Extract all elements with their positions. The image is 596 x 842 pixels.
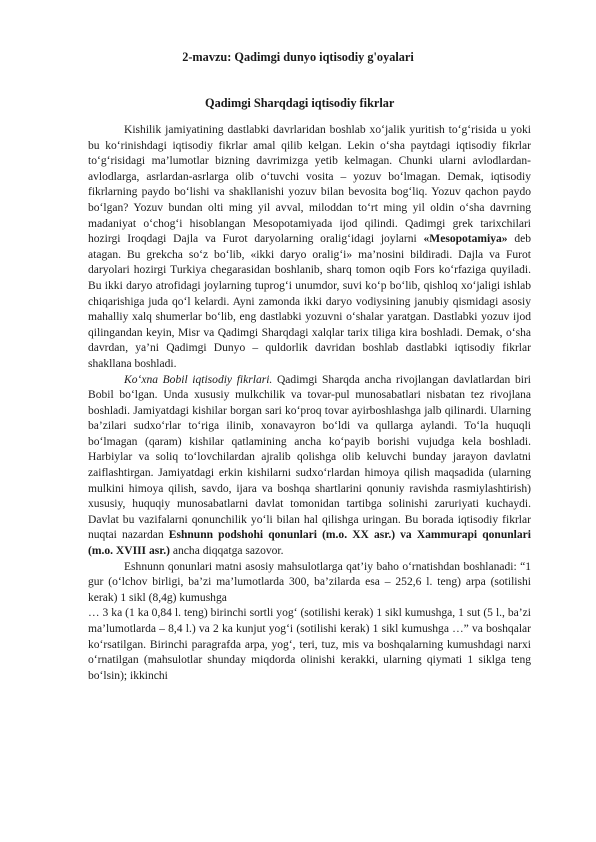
laws-term: Eshnunn podshohi qonunlari (m.o. XX asr.) va Xammurapi qonunlari (m.o. XVIII asr.) [88, 529, 531, 558]
paragraph-1-continuation: deb atagan. Bu grekcha so‘z bo‘lib, «ikki daryo oralig‘i» ma’nosini bildiradi. Dajla va Furot daryolari hozirgi Turkiya chegarasidan boshlanib, sharq tomon oqib Fors ko‘rfaziga quyiladi. Bu ikki daryo atrofidagi joylarning tuprog‘i unumdor, suvi ko‘p bo‘lib, qishloq xo‘jaligi ishlab chiqarishiga juda qo‘l kelardi. Ayni zamonda ikki daryo vodiysining janubiy qismidagi asosiy mahalliy xalq shumerlar bo‘lib, eng dastlabki yozuvni o‘shalar yaratgan. Dastlabki yozuv ijod qilingandan keyin, Misr va Qadimgi Sharqdagi xalqlar tarix tiliga kira boshladi. Demak, o‘sha davrdan, ya’ni Qadimgi Dunyo – quldorlik davridan boshlab dastlabki iqtisodiy fikrlar shakllana boshladi. [88, 233, 532, 370]
paragraph-3: Eshnunn qonunlari matni asosiy mahsulotlarga qat’iy baho o‘rnatishdan boshlanadi: “1 gur (o‘lchov birligi, ba’zi ma’lumotlarda 300, ba’zilarda esa – 252,6 l. teng) arpa (sotilishi kerak) 1 sikl (8,4g) kumushga [88, 560, 531, 604]
paragraph-2-text: Qadimgi Sharqda ancha rivojlangan davlatlardan biri Bobil bo‘lgan. Unda xususiy mulkchilik va tovar-pul munosabatlari nisbatan tez rivojlana boshladi. Jamiyatdagi kishilar borgan sari ko‘proq tovar ayirboshlashga jalb qilinardi. Ularning ba’zilari sudxo‘rlar to‘riga ilinib, xonavayron bo‘ldi va qullarga aylandi. To‘la huquqli bo‘lmagan (qaram) kishilar qatlamining ancha ko‘payib borishi vujudga kela boshladi. Harbiylar va soliq to‘lovchilardan ajralib qolishga olib keluvchi bunday jarayon davlatni zaiflashtirgan. Jamiyatdagi erkin kishilarni sudxo‘rlardan himoya qilish maqsadida (ularning mulkini himoya qilish, savdo, ijara va boshqa shartlarini qonuniy ravishda rasmiylashtirish) xususiy, huquqiy munosabatlarni davlat tomonidan tartibga solinishi zaruriyati kuchaydi. Davlat bu vazifalarni qonunchilik yo‘li bilan hal qilishga uringan. Bu borada iqtisodiy fikrlar nuqtai nazardan [88, 373, 531, 542]
paragraph-1-text: Kishilik jamiyatining dastlabki davrlaridan boshlab xo‘jalik yuritish to‘g‘risida u yoki bu ko‘rinishdagi iqtisodiy fikrlar amal qilib kelgan. Lekin o‘sha paytdagi iqtisodiy fikrlar to‘g‘risidagi ma’lumotlar bizning davrimizga yetib kelmagan. Chunki ularni avlodlardan-avlodlarga, asrlardan-asrlarga olib o‘tuvchi vosita – yozuv bo‘lmagan. Demak, iqtisodiy fikrlarning paydo bo‘lishi va shakllanishi yozuv bilan bevosita bog‘liq. Yozuv qachon paydo bo‘lgan? Yozuv bundan olti ming yil avval, miloddan to‘rt ming yil oldin o‘sha davrning madaniyat o‘chog‘i hisoblangan Mesopotamiyada ijod qilindi. Qadimgi grek tarixchilari hozirgi Iroqdagi Dajla va Furot daryolarning oralig‘idagi joylarni [88, 124, 531, 246]
paragraph-4: … 3 ka (1 ka 0,84 l. teng) birinchi sortli yog‘ (sotilishi kerak) 1 sikl kumushga, 1 sut (5 l., ba’zi ma’lumotlarda – 8,4 l.) va 2 ka kunjut yog‘i (sotilishi kerak) 1 sikl kumushga …” va boshqalar ko‘rsatilgan. Birinchi paragrafda arpa, yog‘, teri, tuz, mis va boshqalarning kumushdagi narxi o‘rnatilgan (mahsulotlar shunday miqdorda olinishi kerakki, ularning qiymati 1 siklga teng bo‘lsin); ikkinchi [88, 607, 531, 682]
bobil-heading: Ko‘xna Bobil iqtisodiy fikrlari. [124, 373, 273, 386]
section-title: Qadimgi Sharqdagi iqtisodiy fikrlar [205, 96, 395, 110]
paragraph-2 [88, 373, 531, 560]
paragraph-2-end: ancha diqqatga sazovor. [170, 545, 284, 558]
mesopotamiya-term: «Mesopotamiya» [423, 233, 508, 246]
page-title: 2-mavzu: Qadimgi dunyo iqtisodiy g'oyalari [182, 50, 414, 64]
paragraph-1 [88, 123, 531, 373]
body-text [88, 123, 531, 684]
